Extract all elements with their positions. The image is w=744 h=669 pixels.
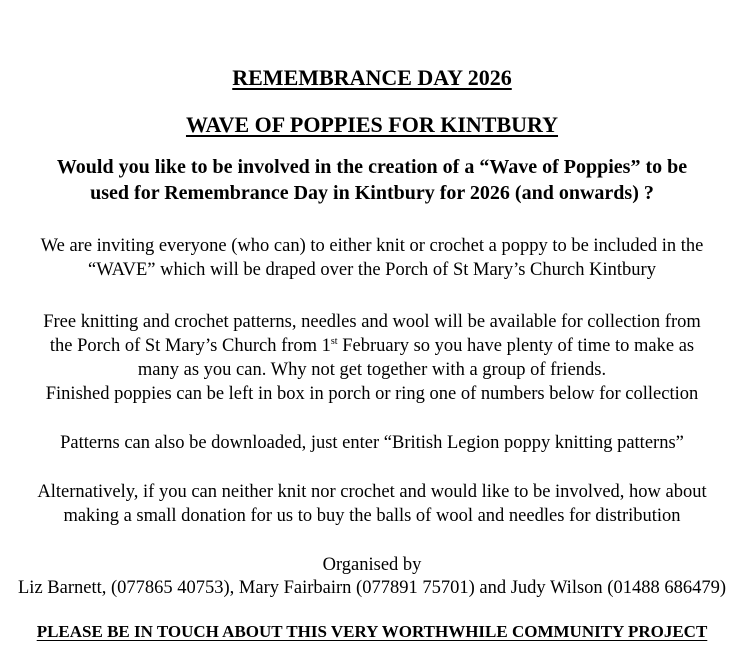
alternative-line-2: making a small donation for us to buy the balls of wool and needles for distribution [63, 506, 681, 526]
free-line-3: many as you can. Why not get together with a group of friends. [137, 360, 607, 380]
question-line-1: Would you like to be involved in the creation of a “Wave of Poppies” to be [56, 156, 688, 178]
invite-line-2: “WAVE” which will be draped over the Porch of St Mary’s Church Kintbury [88, 260, 656, 280]
patterns-text: Patterns can also be downloaded, just enter “British Legion poppy knitting patterns” [60, 433, 684, 453]
free-line-1: Free knitting and crochet patterns, needles and wool will be available for collection from [43, 312, 701, 332]
ordinal-suffix: st [330, 335, 338, 347]
question-line-2: used for Remembrance Day in Kintbury for 2026 (and onwards) ? [90, 182, 654, 204]
page-title: REMEMBRANCE DAY 2026 [232, 65, 512, 90]
footer-call-to-action: PLEASE BE IN TOUCH ABOUT THIS VERY WORTHWHILE COMMUNITY PROJECT [36, 622, 708, 641]
alternative-line-1: Alternatively, if you can neither knit nor crochet and would like to be involved, how about [37, 482, 707, 502]
page-subtitle: WAVE OF POPPIES FOR KINTBURY [185, 112, 559, 137]
free-line-2 [0, 334, 744, 358]
invite-line-1: We are inviting everyone (who can) to either knit or crochet a poppy to be included in the [40, 236, 704, 256]
free-line-4: Finished poppies can be left in box in porch or ring one of numbers below for collection [45, 384, 699, 404]
free-line-2-text: the Porch of St Mary’s Church from 1 [49, 336, 331, 356]
organised-by-label: Organised by [322, 555, 422, 575]
free-line-2-text-cont: February so you have plenty of time to make as [337, 336, 695, 356]
organisers-contacts: Liz Barnett, (077865 40753), Mary Fairbairn (077891 75701) and Judy Wilson (01488 686479) [18, 578, 726, 598]
